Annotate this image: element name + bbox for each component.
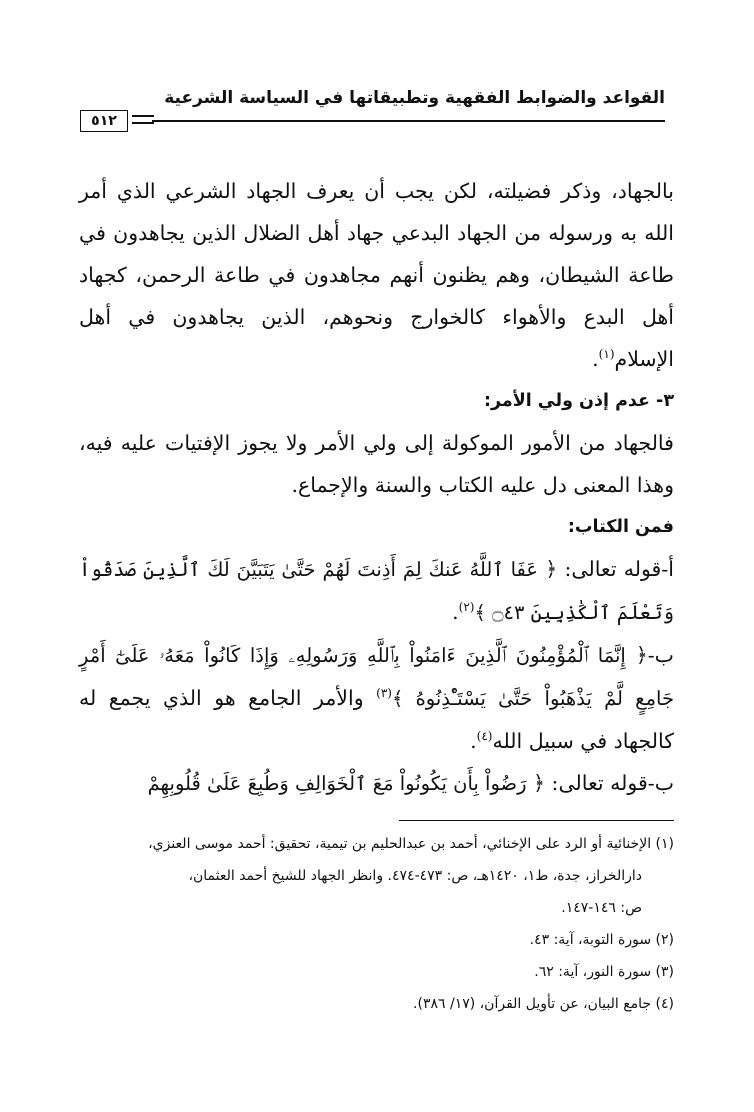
main-text (79, 170, 674, 805)
footnote-4: (٤) جامع البيان، عن تأويل القرآن، (١٧/ ٣٨٦). (413, 996, 674, 1012)
footnote-ref[interactable]: (٤) (476, 729, 493, 744)
subheading-from-book: فمن الكتاب: (567, 517, 674, 537)
footnotes (79, 828, 674, 1020)
quran-verse: إِنَّمَا ٱلْمُؤْمِنُونَ ٱلَّذِينَ ءَامَنُواْ بِٱللَّهِ وَرَسُولِهِۦ وَإِذَا كَانُواْ مَعَهُۥ (159, 644, 626, 667)
text-line: الله به ورسوله من الجهاد البدعي جهاد أهل الضلال الذين يجاهدون في (79, 221, 674, 245)
quran-verse: عَفَا ٱللَّهُ عَنكَ لِمَ أَذِنتَ لَهُمْ حَتَّىٰ يَتَبَيَّنَ لَكَ (207, 558, 539, 581)
footnote-ref[interactable]: (٢) (458, 600, 475, 615)
section-heading: ٣- عدم إذن ولي الأمر: (483, 391, 674, 411)
footnote-2: (٢) سورة التوبة، آية: ٤٣. (529, 932, 674, 948)
paragraph-2 (79, 422, 674, 506)
text-prefix: ب-﴿ (625, 643, 674, 667)
footnote-separator (399, 820, 674, 821)
page-number-box (80, 110, 152, 132)
footnote-text: (١) الإخنائية أو الرد على الإخنائي، أحمد بن عبدالحليم بن تيمية، تحقيق: أحمد موسى العنزي، (148, 836, 674, 852)
footnote-1-cont: دارالخراز، جدة، ط١، ١٤٢٠هـ، ص: ٤٧٣-٤٧٤. وانظر الجهاد للشيخ أحمد العثمان، (188, 868, 642, 884)
point-b1 (79, 634, 674, 762)
text-line: فيه، وهذا المعنى دل عليه الكتاب والسنة والإجماع. (79, 431, 674, 497)
quran-verse: ٱلَّذِينَ صَدَقُواْ وَتَعْلَمَ ٱلْكَٰذِبِينَ ۝٤٣ ﴾ (79, 558, 674, 624)
point-b2 (79, 762, 674, 805)
text-line: الإسلام (614, 347, 674, 371)
footnote-3: (٣) سورة النور، آية: ٦٢. (534, 964, 674, 980)
quran-verse: عَلَىٰٓ أَمْرٍ جَامِعٍ لَّمْ يَذْهَبُواْ حَتَّىٰ يَسْتَـْٔذِنُوهُ ﴾ (79, 644, 675, 710)
page-number: ٥١٢ (80, 110, 128, 132)
header-rule (80, 120, 665, 122)
text-punct: . (592, 347, 599, 371)
text-prefix: أ-قوله تعالى: ﴿ (538, 557, 674, 581)
text-line: فالجهاد من الأمور الموكولة إلى ولي الأمر ولا يجوز الإفتيات عليه (120, 431, 674, 455)
footnote-ref[interactable]: (١) (598, 347, 615, 362)
text-line: أهل البدع والأهواء كالخوارج ونحوهم، الذين يجاهدون في أهل (79, 305, 674, 329)
footnote-1-cont: ص: ١٤٦-١٤٧. (561, 900, 642, 916)
text-line: بالجهاد، وذكر فضيلته، لكن يجب أن يعرف الجهاد الشرعي الذي أمر (79, 179, 674, 203)
text-line: والأمر الجامع هو الذي (163, 686, 377, 710)
running-title: القواعد والضوابط الفقهية وتطبيقاتها في السياسة الشرعية (164, 88, 665, 108)
paragraph-1 (79, 170, 674, 380)
point-a (79, 548, 674, 634)
quran-verse: رَضُواْ بِأَن يَكُونُواْ مَعَ ٱلْخَوَالِفِ وَطُبِعَ عَلَىٰ قُلُوبِهِمْ (147, 772, 527, 795)
text-prefix: ب-قوله تعالى: ﴿ (526, 771, 674, 795)
page-header (80, 86, 665, 146)
text-punct: . (470, 729, 477, 753)
footnote-ref[interactable]: (٣) (376, 686, 392, 701)
text-line: يجمع له كالجهاد في سبيل الله (79, 686, 674, 753)
footnote-1 (79, 828, 674, 860)
text-line: طاعة الشيطان، وهم يظنون أنهم مجاهدون في طاعة الرحمن، كجهاد (79, 263, 674, 287)
page-number-lines (132, 115, 154, 129)
text-punct: . (452, 600, 459, 624)
